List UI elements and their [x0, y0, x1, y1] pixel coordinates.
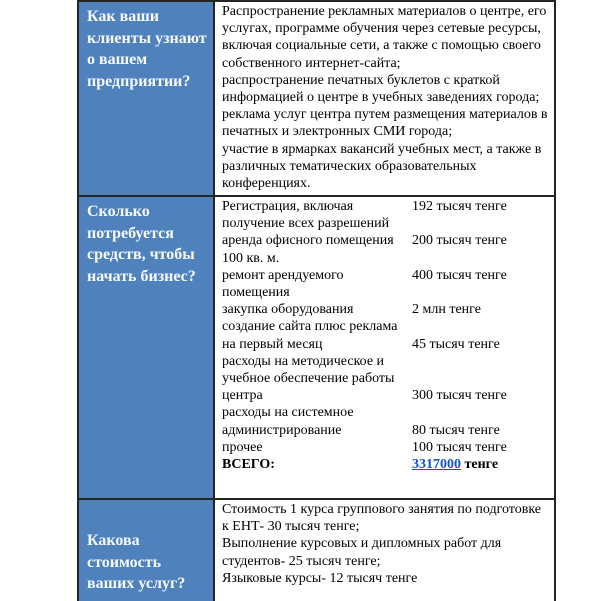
total-label: ВСЕГО: — [222, 457, 275, 473]
table-row-marketing — [79, 2, 554, 195]
expense-label: прочее — [222, 439, 263, 455]
expense-row — [222, 404, 548, 438]
expense-row — [222, 439, 548, 456]
business-plan-qa-table — [77, 0, 556, 601]
question-text: Сколько потребуется средств, чтобы начать бизнес? — [87, 203, 196, 285]
expense-row — [222, 353, 548, 405]
table-row-funds — [79, 195, 554, 498]
answer-paragraph: Распространение рекламных материалов о центре, его услугах, программе обучения через сетевые ресурсы, включая социальные сети, а также с помощью своего собственного интернет-сайта; — [222, 4, 547, 71]
table-row-pricing — [79, 498, 554, 601]
answer-paragraph: реклама услуг центра путем размещения материалов в печатных и электронных СМИ города; — [222, 107, 548, 140]
expense-amount: 45 тысяч тенге — [412, 336, 500, 352]
question-cell-funds — [79, 197, 215, 498]
question-cell-pricing — [79, 500, 215, 601]
expense-row — [222, 198, 548, 232]
answer-paragraph: Стоимость 1 курса группового занятия по подготовке к ЕНТ- 30 тысяч тенге; — [222, 502, 542, 535]
expense-label: создание сайта плюс реклама на первый месяц — [222, 319, 398, 352]
question-text: Как ваши клиенты узнают о вашем предприятии? — [87, 8, 207, 90]
expense-row — [222, 318, 548, 352]
expense-label: ремонт арендуемого помещения — [222, 267, 344, 301]
expense-label: аренда офисного помещения 100 кв. м. — [222, 233, 394, 266]
answer-paragraph: участие в ярмарках вакансий учебных мест, а также в различных тематических образовательных конференциях. — [222, 141, 542, 192]
question-text: Какова стоимость ваших услуг? — [87, 532, 186, 592]
expense-label: Регистрация, включая получение всех разрешений — [222, 199, 390, 232]
expense-amount: 192 тысяч тенге — [412, 199, 507, 214]
question-cell-marketing — [79, 2, 215, 195]
expense-row — [222, 232, 548, 266]
expense-label: расходы на методическое и учебное обеспечение работы центра — [222, 353, 395, 404]
answer-cell-funds — [215, 197, 554, 498]
expense-amount: 80 тысяч тенге — [412, 422, 500, 438]
expense-amount: 200 тысяч тенге — [412, 233, 507, 249]
total-amount — [408, 456, 548, 473]
expense-amount: 2 млн тенге — [412, 302, 481, 318]
total-sum-link[interactable]: 3317000 — [412, 457, 461, 473]
answer-cell-pricing — [215, 500, 554, 601]
expense-row — [222, 301, 548, 318]
expense-row — [222, 267, 548, 301]
answer-paragraph: распространение печатных буклетов с краткой информацией о центре в учебных заведениях города; — [222, 72, 540, 106]
answer-paragraph: Языковые курсы- 12 тысяч тенге — [222, 570, 418, 586]
expense-amount: 300 тысяч тенге — [412, 388, 507, 404]
answer-cell-marketing — [215, 2, 554, 195]
expense-label: закупка оборудования — [222, 302, 354, 318]
expense-amount: 100 тысяч тенге — [412, 439, 507, 455]
answer-paragraph: Выполнение курсовых и дипломных работ для студентов- 25 тысяч тенге; — [222, 536, 502, 569]
expense-amount: 400 тысяч тенге — [412, 267, 507, 283]
expense-label: расходы на системное администрирование — [222, 405, 354, 438]
total-currency: тенге — [461, 457, 499, 473]
expense-total-row — [222, 456, 548, 473]
